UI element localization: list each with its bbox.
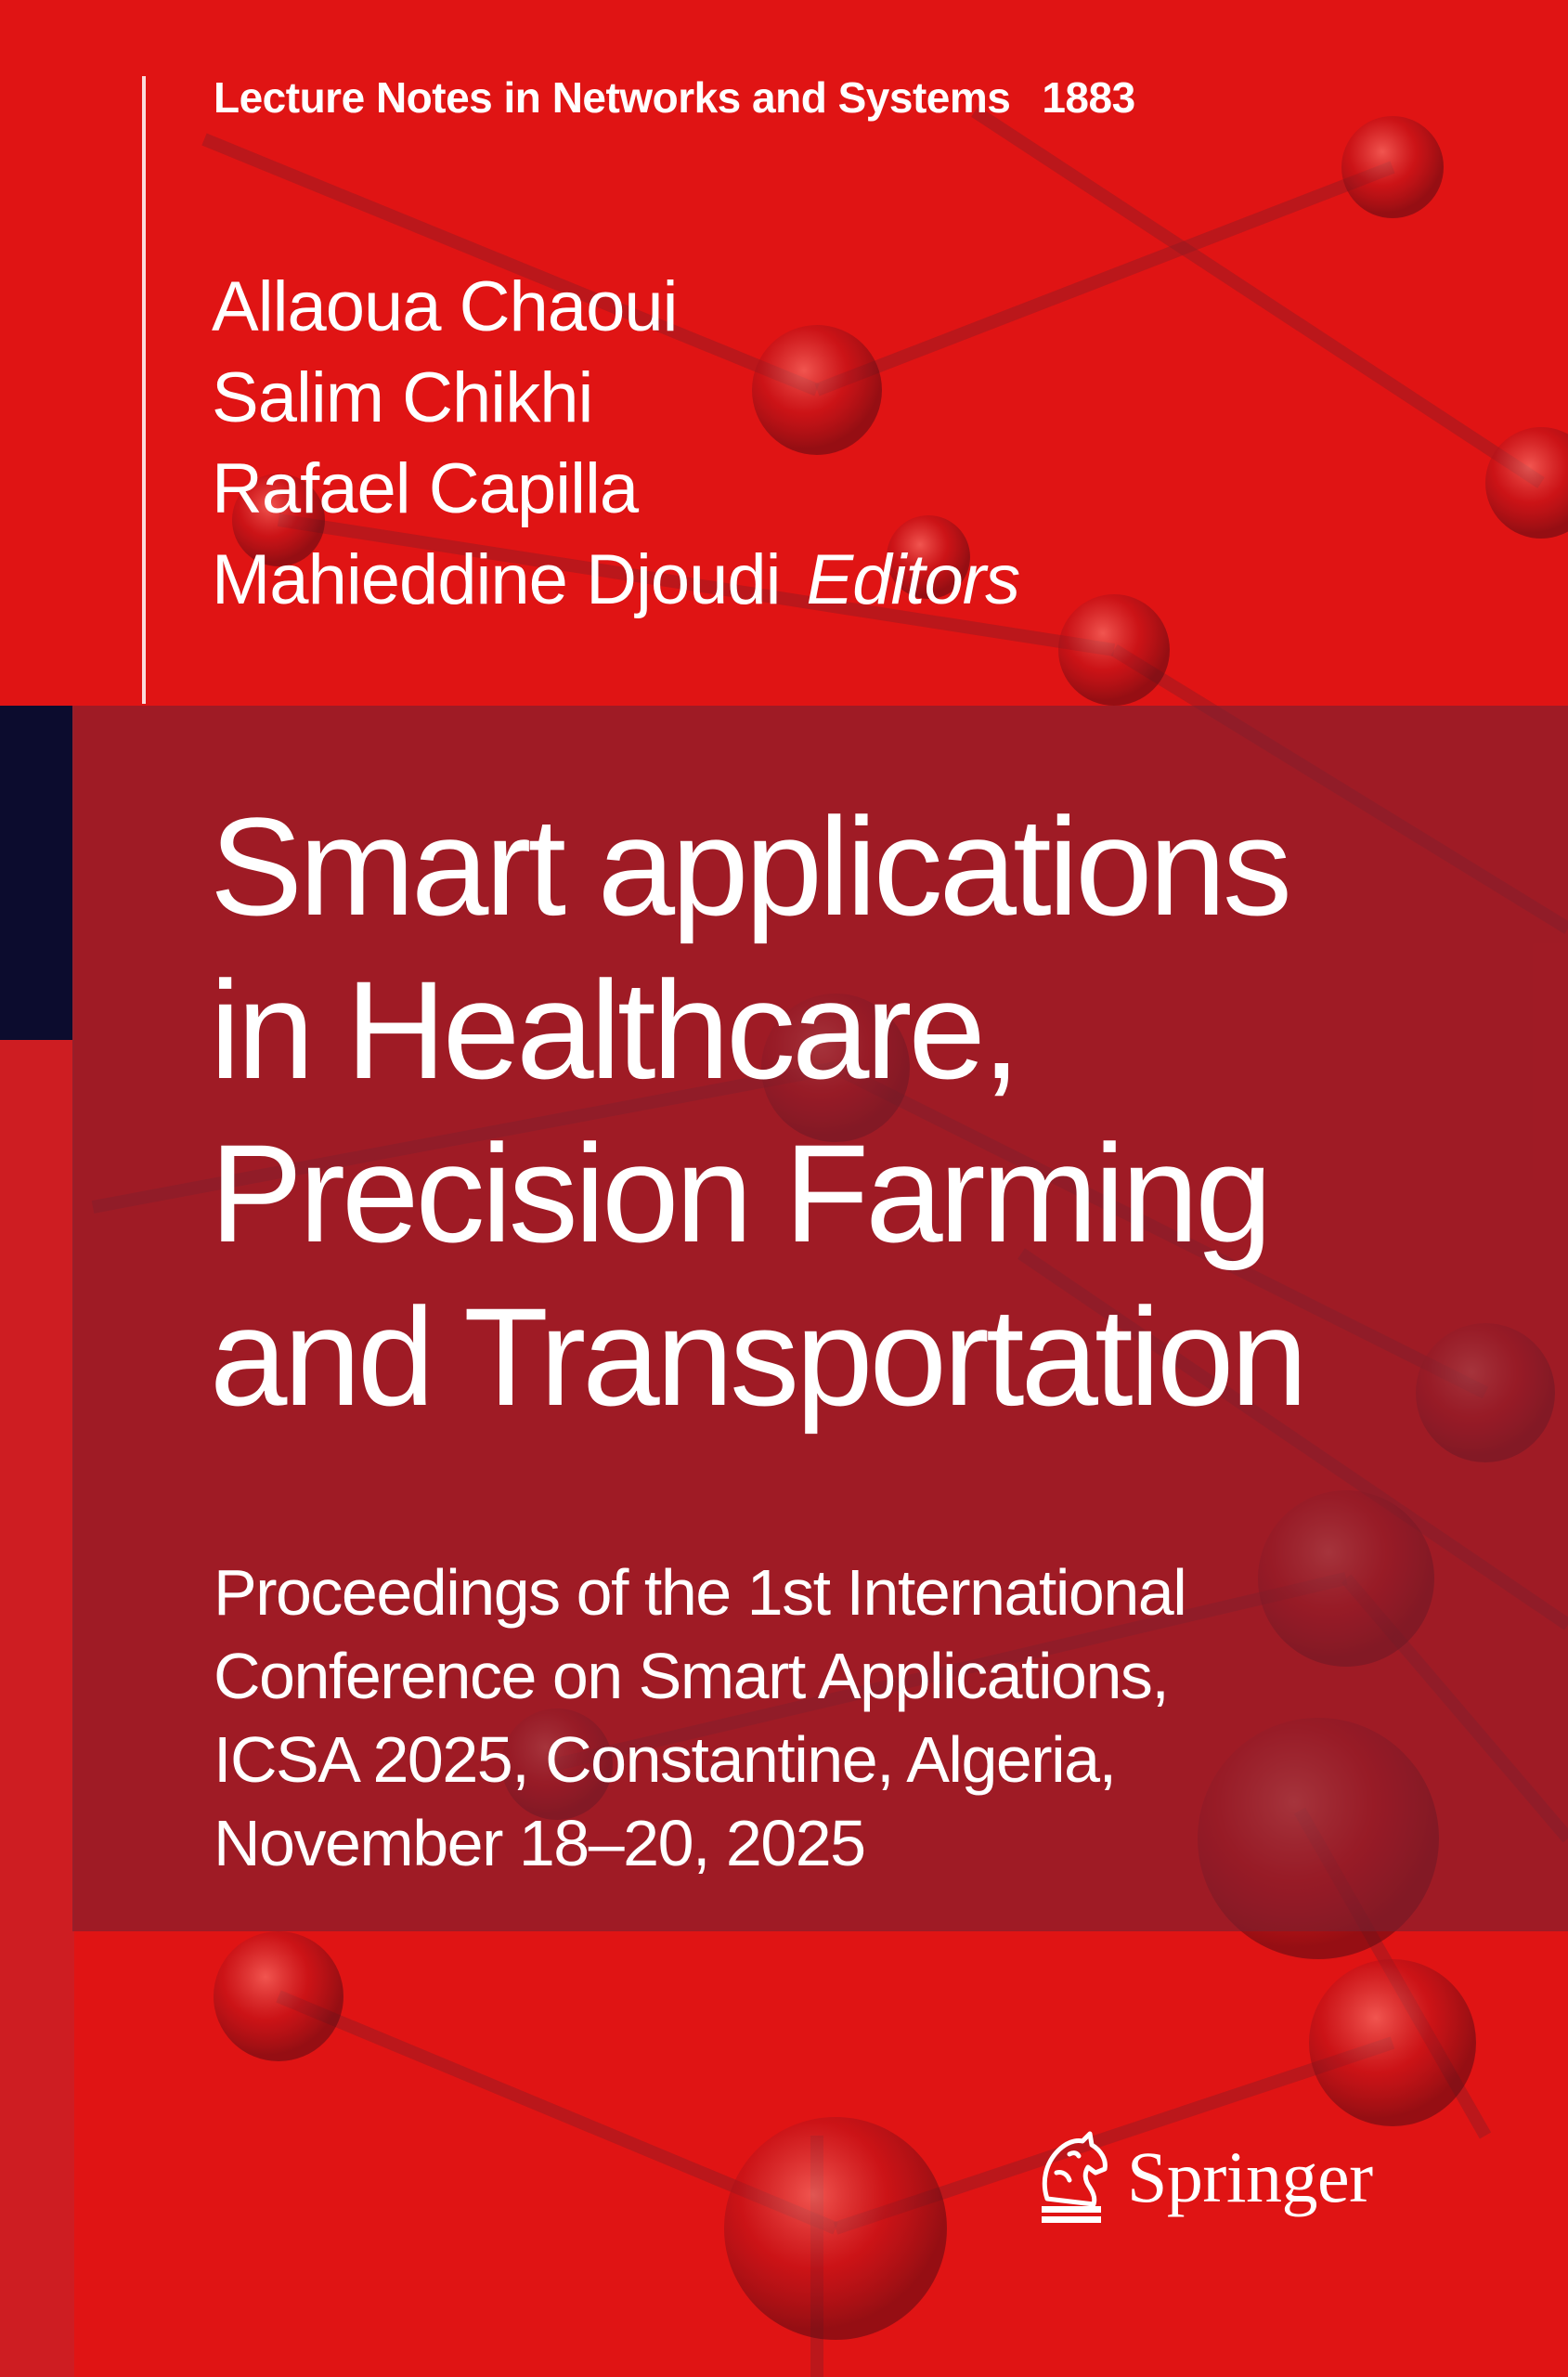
- subtitle-line: Proceedings of the 1st International: [214, 1556, 1186, 1629]
- series-title: [214, 72, 1135, 123]
- publisher-logo: [1029, 2126, 1373, 2228]
- editor-name: Salim Chikhi: [212, 358, 593, 437]
- editors-block: [212, 262, 1019, 626]
- title-line: Smart applications: [210, 788, 1289, 944]
- springer-knight-icon: [1029, 2126, 1114, 2228]
- series-volume: 1883: [1042, 73, 1135, 122]
- series-name: Lecture Notes in Networks and Systems: [214, 73, 1011, 122]
- publisher-name: Springer: [1127, 2137, 1373, 2217]
- editor-name: Rafael Capilla: [212, 449, 639, 528]
- subtitle-line: ICSA 2025, Constantine, Algeria,: [214, 1723, 1116, 1796]
- left-edge-block: [0, 706, 72, 1040]
- editors-role: Editors: [806, 540, 1020, 619]
- title-line: in Healthcare,: [210, 952, 1017, 1108]
- title-line: and Transportation: [210, 1279, 1304, 1435]
- editor-name: Allaoua Chaoui: [212, 267, 678, 346]
- subtitle-line: Conference on Smart Applications,: [214, 1640, 1169, 1712]
- subtitle-line: November 18–20, 2025: [214, 1807, 865, 1879]
- book-title: [210, 785, 1547, 1438]
- book-subtitle: [214, 1551, 1550, 1885]
- title-line: Precision Farming: [210, 1115, 1269, 1271]
- editor-name: Mahieddine Djoudi: [212, 540, 781, 619]
- vertical-rule: [142, 76, 146, 704]
